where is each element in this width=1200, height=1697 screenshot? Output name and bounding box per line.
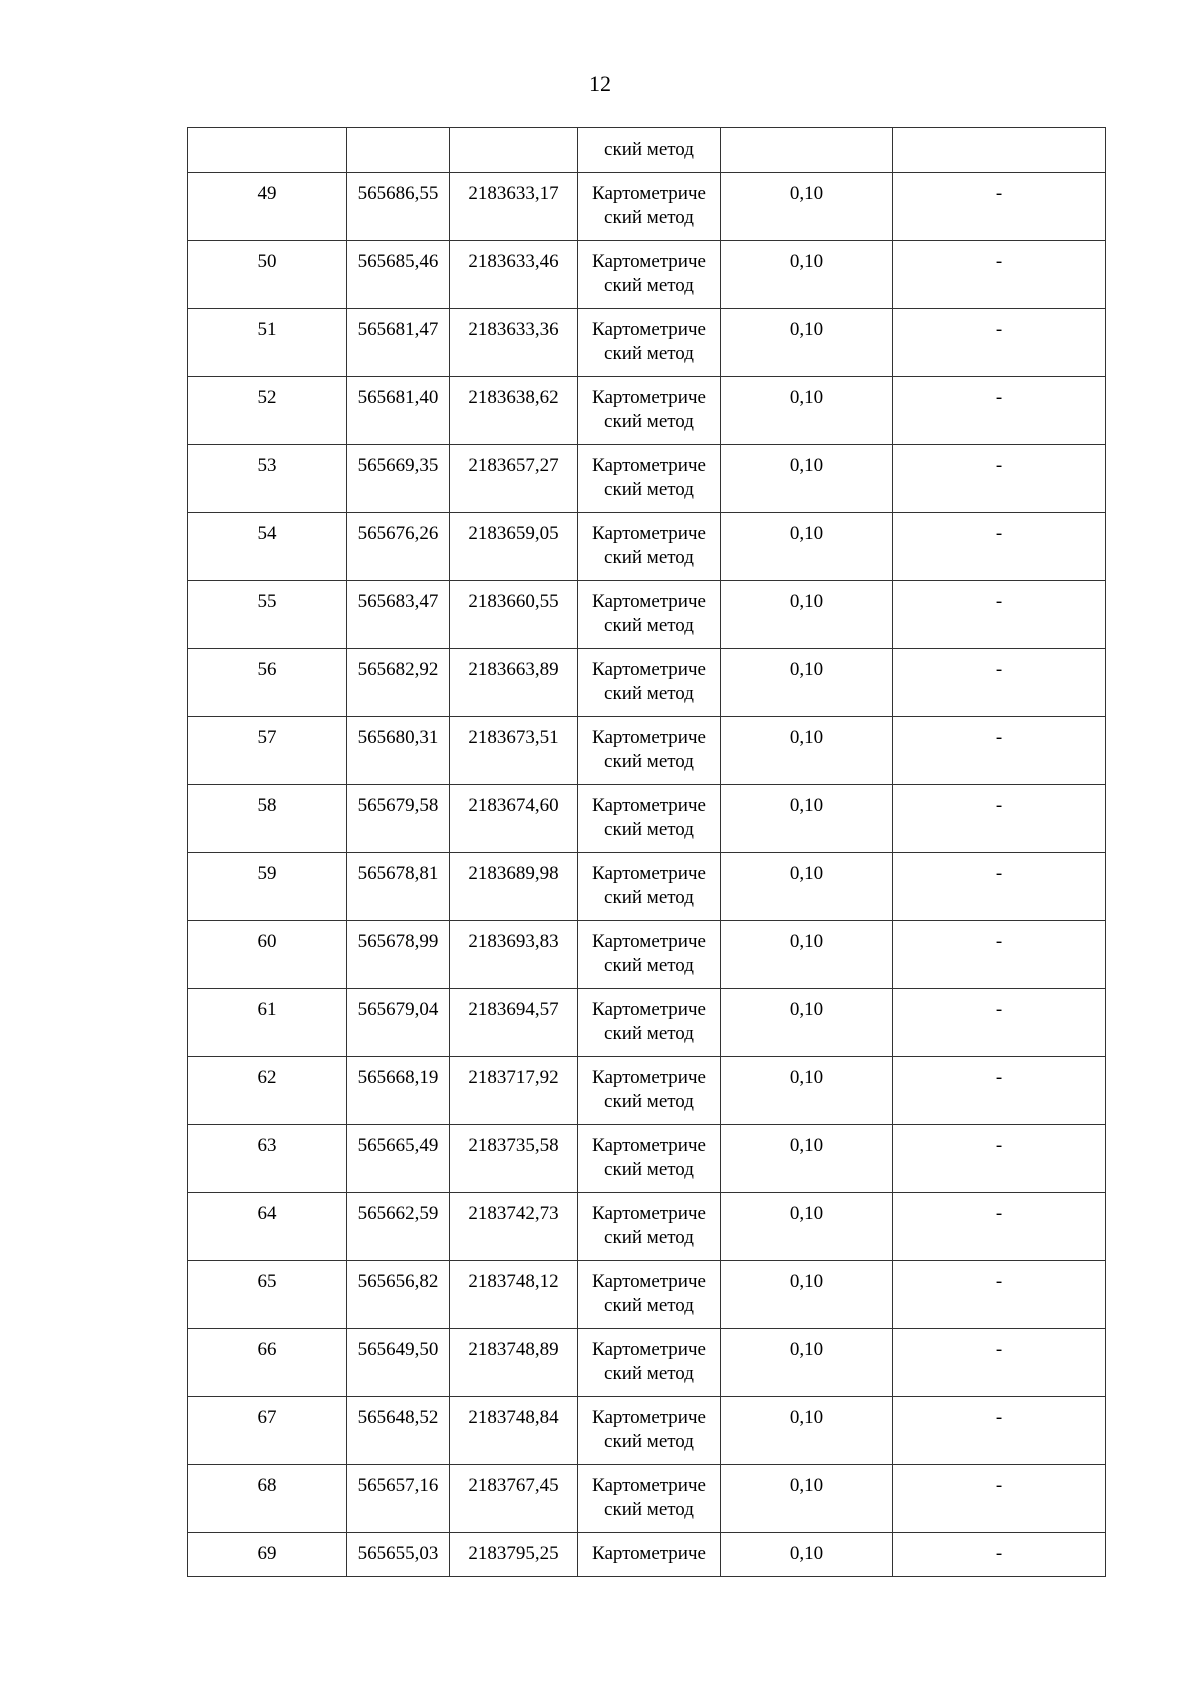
cell-y: 2183693,83 (450, 921, 578, 989)
cell-point-number: 61 (188, 989, 347, 1057)
cell-description: - (893, 241, 1106, 309)
cell-y: 2183742,73 (450, 1193, 578, 1261)
cell-y: 2183735,58 (450, 1125, 578, 1193)
method-line-1: Картометриче (592, 659, 706, 680)
table-row (188, 989, 1106, 1057)
table-row-continuation (188, 128, 1106, 173)
cell-y: 2183633,17 (450, 173, 578, 241)
cell-method: ский метод (578, 128, 721, 173)
table-row (188, 853, 1106, 921)
method-line-2: ский метод (604, 1431, 694, 1452)
cell-method (578, 1125, 721, 1193)
table-row (188, 921, 1106, 989)
method-line-1: Картометриче (592, 251, 706, 272)
method-line-1: Картометриче (592, 999, 706, 1020)
cell-method (578, 309, 721, 377)
cell-accuracy: 0,10 (721, 309, 893, 377)
cell-x: 565681,47 (347, 309, 450, 377)
table-row (188, 309, 1106, 377)
cell-point-number: 56 (188, 649, 347, 717)
cell-point-number: 63 (188, 1125, 347, 1193)
method-line-2: ский метод (604, 479, 694, 500)
cell-accuracy: 0,10 (721, 649, 893, 717)
cell-point-number: 59 (188, 853, 347, 921)
cell-method (578, 649, 721, 717)
cell-x: 565655,03 (347, 1533, 450, 1577)
method-line-2: ский метод (604, 207, 694, 228)
cell-method (578, 1057, 721, 1125)
cell-point-number: 52 (188, 377, 347, 445)
cell-point-number: 67 (188, 1397, 347, 1465)
cell-point-number: 65 (188, 1261, 347, 1329)
cell-y: 2183673,51 (450, 717, 578, 785)
method-line-2: ский метод (604, 819, 694, 840)
cell-y: 2183689,98 (450, 853, 578, 921)
cell-accuracy: 0,10 (721, 445, 893, 513)
cell-accuracy: 0,10 (721, 989, 893, 1057)
cell-method (578, 989, 721, 1057)
method-line-2: ский метод (604, 343, 694, 364)
method-line-2: ский метод (604, 683, 694, 704)
cell-description: - (893, 1261, 1106, 1329)
method-line-2: ский метод (604, 751, 694, 772)
method-line-1: Картометриче (592, 319, 706, 340)
cell-x: 565685,46 (347, 241, 450, 309)
cell-y: 2183717,92 (450, 1057, 578, 1125)
cell-method (578, 853, 721, 921)
table-row (188, 377, 1106, 445)
method-line-2: ский метод (604, 1023, 694, 1044)
cell-x: 565657,16 (347, 1465, 450, 1533)
cell-description: - (893, 1125, 1106, 1193)
cell-description: - (893, 377, 1106, 445)
cell-point-number: 68 (188, 1465, 347, 1533)
cell-y: 2183767,45 (450, 1465, 578, 1533)
cell-y (450, 128, 578, 173)
cell-x: 565668,19 (347, 1057, 450, 1125)
cell-point-number: 62 (188, 1057, 347, 1125)
table-row (188, 717, 1106, 785)
method-line-1: Картометриче (592, 523, 706, 544)
cell-accuracy: 0,10 (721, 1329, 893, 1397)
cell-method (578, 921, 721, 989)
table-row (188, 513, 1106, 581)
cell-description: - (893, 1329, 1106, 1397)
cell-accuracy: 0,10 (721, 377, 893, 445)
cell-description: - (893, 989, 1106, 1057)
cell-accuracy: 0,10 (721, 1193, 893, 1261)
cell-description: - (893, 785, 1106, 853)
cell-description: - (893, 513, 1106, 581)
cell-accuracy: 0,10 (721, 513, 893, 581)
cell-description: - (893, 921, 1106, 989)
method-line-2: ский метод (604, 1159, 694, 1180)
cell-point-number: 53 (188, 445, 347, 513)
cell-y: 2183633,36 (450, 309, 578, 377)
cell-x: 565686,55 (347, 173, 450, 241)
cell-description: - (893, 1465, 1106, 1533)
cell-description: - (893, 853, 1106, 921)
cell-point-number: 66 (188, 1329, 347, 1397)
cell-x: 565683,47 (347, 581, 450, 649)
method-line-1: Картометриче (592, 387, 706, 408)
cell-x (347, 128, 450, 173)
table-row (188, 1533, 1106, 1577)
cell-y: 2183694,57 (450, 989, 578, 1057)
cell-x: 565680,31 (347, 717, 450, 785)
cell-point-number (188, 128, 347, 173)
cell-y: 2183674,60 (450, 785, 578, 853)
method-line-1: Картометриче (592, 1271, 706, 1292)
cell-description: - (893, 173, 1106, 241)
method-line-2: ский метод (604, 615, 694, 636)
cell-accuracy: 0,10 (721, 1125, 893, 1193)
cell-description: - (893, 1397, 1106, 1465)
table-row (188, 1057, 1106, 1125)
table-row (188, 785, 1106, 853)
method-line-1: Картометриче (592, 1135, 706, 1156)
method-line-2: ский метод (604, 1227, 694, 1248)
cell-point-number: 54 (188, 513, 347, 581)
cell-x: 565662,59 (347, 1193, 450, 1261)
cell-x: 565648,52 (347, 1397, 450, 1465)
cell-y: 2183795,25 (450, 1533, 578, 1577)
table-row (188, 445, 1106, 513)
cell-x: 565649,50 (347, 1329, 450, 1397)
cell-point-number: 49 (188, 173, 347, 241)
table-row (188, 1329, 1106, 1397)
method-line-1: Картометриче (592, 863, 706, 884)
cell-point-number: 69 (188, 1533, 347, 1577)
method-line-2: ский метод (604, 1499, 694, 1520)
method-line-2: ский метод (604, 411, 694, 432)
coordinates-table (187, 127, 1106, 1577)
cell-point-number: 57 (188, 717, 347, 785)
method-line-1: Картометриче (592, 727, 706, 748)
cell-point-number: 58 (188, 785, 347, 853)
method-line-2: ский метод (604, 275, 694, 296)
method-line-1: Картометриче (592, 1407, 706, 1428)
method-line-1: Картометриче (592, 183, 706, 204)
table-row (188, 1261, 1106, 1329)
cell-accuracy (721, 128, 893, 173)
cell-point-number: 55 (188, 581, 347, 649)
cell-method (578, 513, 721, 581)
cell-y: 2183660,55 (450, 581, 578, 649)
cell-method (578, 1193, 721, 1261)
cell-accuracy: 0,10 (721, 1397, 893, 1465)
table-row (188, 1125, 1106, 1193)
method-line-1: Картометриче (592, 455, 706, 476)
cell-x: 565678,81 (347, 853, 450, 921)
method-line-2: ский метод (604, 1295, 694, 1316)
table-row (188, 1397, 1106, 1465)
cell-accuracy: 0,10 (721, 1057, 893, 1125)
method-line-1: Картометриче (592, 1203, 706, 1224)
cell-description: - (893, 309, 1106, 377)
cell-x: 565656,82 (347, 1261, 450, 1329)
method-line-2: ский метод (604, 1363, 694, 1384)
method-line-2: ский метод (604, 887, 694, 908)
cell-method (578, 1533, 721, 1577)
cell-accuracy: 0,10 (721, 241, 893, 309)
table-row (188, 581, 1106, 649)
cell-y: 2183748,84 (450, 1397, 578, 1465)
cell-y: 2183748,89 (450, 1329, 578, 1397)
cell-x: 565682,92 (347, 649, 450, 717)
table-row (188, 173, 1106, 241)
cell-x: 565665,49 (347, 1125, 450, 1193)
method-line-2: ский метод (604, 955, 694, 976)
method-line-1: Картометриче (592, 1339, 706, 1360)
cell-x: 565669,35 (347, 445, 450, 513)
method-line-1: Картометриче (592, 1475, 706, 1496)
cell-method (578, 173, 721, 241)
table-row (188, 649, 1106, 717)
cell-method (578, 445, 721, 513)
cell-accuracy: 0,10 (721, 717, 893, 785)
cell-point-number: 64 (188, 1193, 347, 1261)
table-row (188, 1465, 1106, 1533)
cell-method (578, 1329, 721, 1397)
cell-x: 565679,04 (347, 989, 450, 1057)
cell-description: - (893, 1057, 1106, 1125)
cell-y: 2183663,89 (450, 649, 578, 717)
cell-description: - (893, 445, 1106, 513)
cell-y: 2183633,46 (450, 241, 578, 309)
method-line-1: Картометриче (592, 1543, 706, 1564)
cell-accuracy: 0,10 (721, 785, 893, 853)
cell-point-number: 60 (188, 921, 347, 989)
cell-x: 565676,26 (347, 513, 450, 581)
cell-point-number: 51 (188, 309, 347, 377)
cell-y: 2183748,12 (450, 1261, 578, 1329)
cell-description: - (893, 1193, 1106, 1261)
cell-accuracy: 0,10 (721, 1533, 893, 1577)
cell-accuracy: 0,10 (721, 1261, 893, 1329)
cell-accuracy: 0,10 (721, 173, 893, 241)
cell-method (578, 785, 721, 853)
cell-description (893, 128, 1106, 173)
table-row (188, 1193, 1106, 1261)
cell-method (578, 1261, 721, 1329)
cell-x: 565679,58 (347, 785, 450, 853)
table-row (188, 241, 1106, 309)
cell-description: - (893, 1533, 1106, 1577)
method-line-2: ский метод (604, 1091, 694, 1112)
cell-x: 565678,99 (347, 921, 450, 989)
cell-method (578, 377, 721, 445)
method-line-1: Картометриче (592, 931, 706, 952)
cell-point-number: 50 (188, 241, 347, 309)
cell-accuracy: 0,10 (721, 921, 893, 989)
cell-method (578, 1465, 721, 1533)
cell-method (578, 1397, 721, 1465)
cell-method (578, 241, 721, 309)
cell-description: - (893, 581, 1106, 649)
cell-method (578, 581, 721, 649)
cell-method (578, 717, 721, 785)
cell-accuracy: 0,10 (721, 1465, 893, 1533)
cell-accuracy: 0,10 (721, 581, 893, 649)
method-line-1: Картометриче (592, 795, 706, 816)
method-line-1: Картометриче (592, 1067, 706, 1088)
cell-description: - (893, 717, 1106, 785)
coordinates-table-body (188, 128, 1106, 1577)
method-line-1: Картометриче (592, 591, 706, 612)
cell-y: 2183638,62 (450, 377, 578, 445)
cell-accuracy: 0,10 (721, 853, 893, 921)
cell-x: 565681,40 (347, 377, 450, 445)
cell-description: - (893, 649, 1106, 717)
cell-y: 2183659,05 (450, 513, 578, 581)
page-number: 12 (589, 71, 611, 96)
cell-y: 2183657,27 (450, 445, 578, 513)
method-line-2: ский метод (604, 547, 694, 568)
